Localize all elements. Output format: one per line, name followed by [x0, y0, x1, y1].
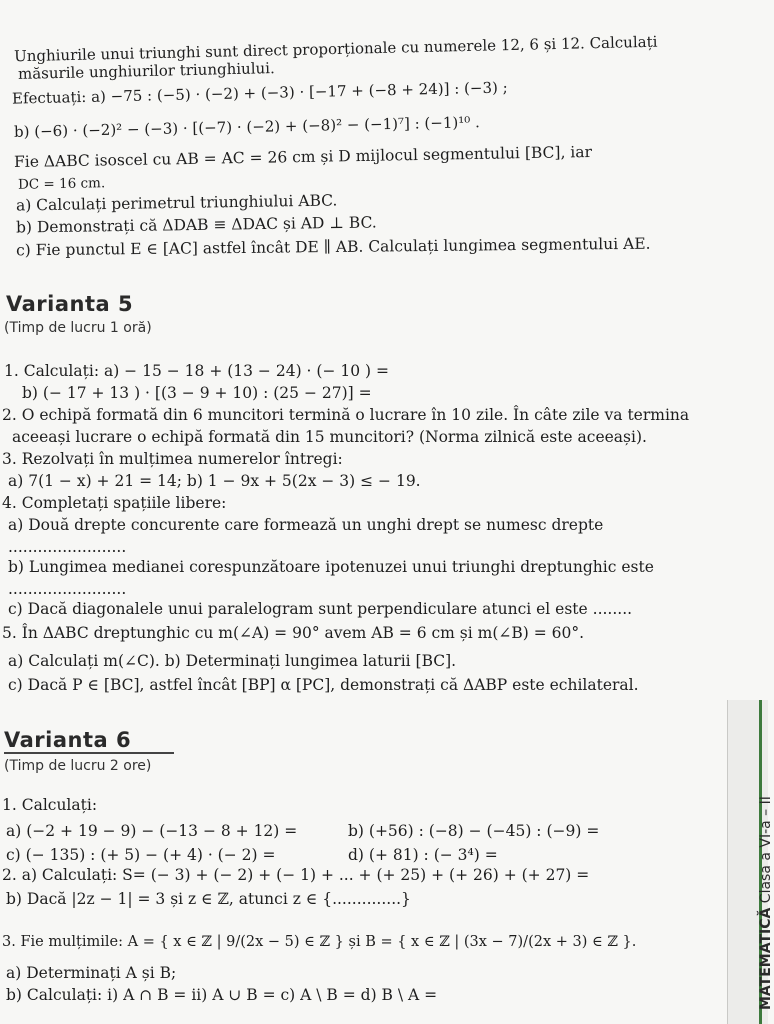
- variant-5-time: (Timp de lucru 1 oră): [4, 320, 152, 336]
- problem-isosceles: Fie ΔABC isoscel cu AB = AC = 26 cm și D mijlocul segmentului [BC], iar: [13, 142, 593, 172]
- variant-5-title: Varianta 5: [6, 292, 134, 316]
- side-tab-label: [758, 796, 774, 1010]
- v6-ex3: 3. Fie mulțimile: A = { x ∈ ℤ | 9/(2x − 5) ∈ ℤ } și B = { x ∈ ℤ | (3x − 7)/(2x + 3) ∈ ℤ }.: [2, 934, 637, 950]
- problem-isosceles-a: a) Calculați perimetrul triunghiului ABC.: [15, 191, 338, 215]
- side-tab-grade: Clasa a VI-a – II: [758, 796, 774, 904]
- problem-isosceles-dc: DC = 16 cm.: [17, 175, 106, 193]
- v5-ex4: 4. Completați spațiile libere:: [2, 494, 227, 512]
- v5-ex4-b-blank: ........................: [8, 580, 127, 598]
- v5-ex1-b: b) (− 17 + 13 ) · [(3 − 9 + 10) : (25 − 27)] =: [22, 384, 372, 402]
- v6-ex1-a: a) (−2 + 19 − 9) − (−13 − 8 + 12) =: [6, 822, 298, 840]
- v5-ex5: 5. În ΔABC dreptunghic cu m(∠A) = 90° avem AB = 6 cm și m(∠B) = 60°.: [2, 624, 585, 642]
- problem-compute-b: b) (−6) · (−2)² − (−3) · [(−7) · (−2) + (−8)² − (−1)⁷] : (−1)¹⁰ .: [13, 113, 481, 141]
- v6-ex1-d: d) (+ 81) : (− 3⁴) =: [348, 846, 498, 864]
- v5-ex3-items: a) 7(1 − x) + 21 = 14; b) 1 − 9x + 5(2x − 3) ≤ − 19.: [8, 472, 421, 490]
- variant-6-title: Varianta 6: [4, 728, 132, 752]
- side-tab-subject: MATEMATICĂ: [758, 907, 774, 1010]
- v5-ex2: 2. O echipă formată din 6 muncitori termină o lucrare în 10 zile. În câte zile va termina: [2, 406, 690, 424]
- v6-ex3-a: a) Determinați A și B;: [6, 964, 177, 982]
- v5-ex4-c: c) Dacă diagonalele unui paralelogram sunt perpendiculare atunci el este ........: [8, 600, 633, 618]
- v6-ex2-b: b) Dacă |2z − 1| = 3 și z ∈ ℤ, atunci z ∈ {..............}: [6, 890, 411, 908]
- v6-ex1-b: b) (+56) : (−8) − (−45) : (−9) =: [348, 822, 600, 840]
- problem-isosceles-c: c) Fie punctul E ∈ [AC] astfel încât DE ∥ AB. Calculați lungimea segmentului AE.: [15, 234, 651, 260]
- problem-angles-proportional: Unghiurile unui triunghi sunt direct proporționale cu numerele 12, 6 și 12. Calculați: [13, 32, 658, 66]
- variant-6-time: (Timp de lucru 2 ore): [4, 758, 152, 774]
- problem-isosceles-b: b) Demonstrați că ΔDAB ≡ ΔDAC și AD ⊥ BC.: [15, 213, 377, 237]
- v5-ex2-cont: aceeași lucrare o echipă formată din 15 muncitori? (Norma zilnică este aceeași).: [12, 428, 647, 446]
- problem-compute-a: Efectuați: a) −75 : (−5) · (−2) + (−3) · [−17 + (−8 + 24)] : (−3) ;: [11, 78, 508, 108]
- v5-ex4-b: b) Lungimea medianei corespunzătoare ipotenuzei unui triunghi dreptunghic este: [8, 558, 654, 576]
- v6-ex2-a: 2. a) Calculați: S= (− 3) + (− 2) + (− 1) + ... + (+ 25) + (+ 26) + (+ 27) =: [2, 866, 590, 884]
- v5-ex3: 3. Rezolvați în mulțimea numerelor întregi:: [2, 450, 343, 468]
- v6-ex3-b: b) Calculați: i) A ∩ B = ii) A ∪ B = c) A \ B = d) B \ A =: [6, 986, 438, 1004]
- v6-ex1: 1. Calculați:: [2, 796, 98, 814]
- v5-ex5-ab: a) Calculați m(∠C). b) Determinați lungimea laturii [BC].: [8, 652, 457, 670]
- v5-ex5-c: c) Dacă P ∈ [BC], astfel încât [BP] α [PC], demonstrați că ΔABP este echilateral.: [8, 676, 639, 694]
- v5-ex1-a: 1. Calculați: a) − 15 − 18 + (13 − 24) · (− 10 ) =: [4, 362, 389, 380]
- variant-6-underline: [4, 752, 174, 754]
- problem-angles-proportional-cont: măsurile unghiurilor triunghiului.: [17, 59, 275, 83]
- v6-ex1-c: c) (− 135) : (+ 5) − (+ 4) · (− 2) =: [6, 846, 276, 864]
- v5-ex4-a: a) Două drepte concurente care formează un unghi drept se numesc drepte: [8, 516, 604, 534]
- v5-ex4-a-blank: ........................: [8, 538, 127, 556]
